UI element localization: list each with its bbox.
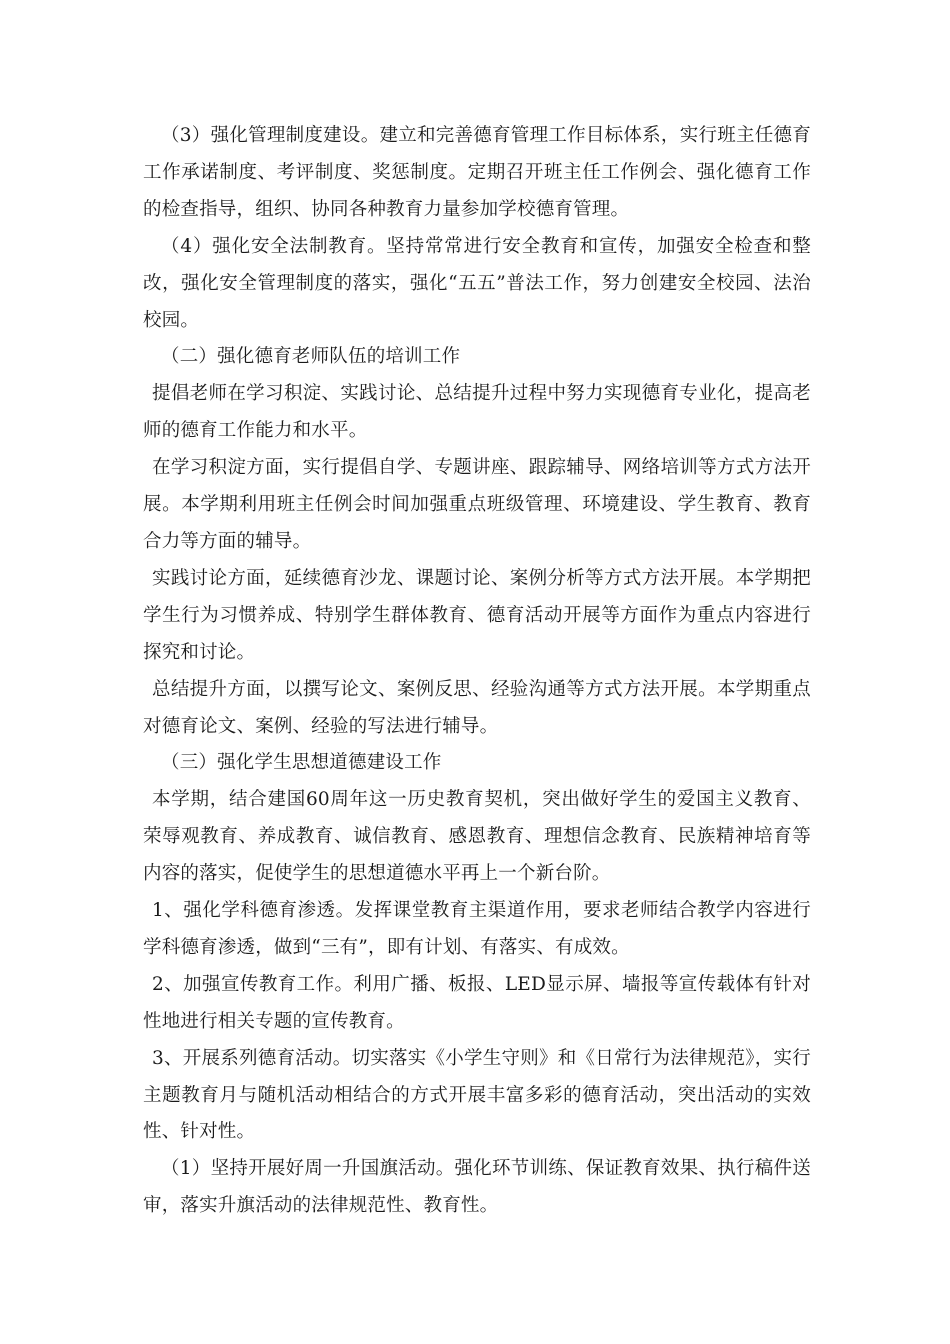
document-body	[143, 118, 811, 1225]
paragraph-semester-overview: 本学期，结合建国60周年这一历史教育契机，突出做好学生的爱国主义教育、荣辱观教育、养成教育、诚信教育、感恩教育、理想信念教育、民族精神培育等内容的落实，促使学生的思想道德水平再上一个新台阶。	[143, 789, 811, 885]
paragraph-flag-raising: （1）坚持开展好周一升国旗活动。强化环节训练、保证教育效果、执行稿件送审，落实升旗活动的法律规范性、教育性。	[143, 1158, 811, 1217]
paragraph-management-system: （3）强化管理制度建设。建立和完善德育管理工作目标体系，实行班主任德育工作承诺制度、考评制度、奖惩制度。定期召开班主任工作例会、强化德育工作的检查指导，组织、协同各种教育力量参加学校德育管理。	[143, 125, 811, 220]
section-heading-student-morality: （三）强化学生思想道德建设工作	[161, 752, 442, 774]
paragraph-subject-moral-education: 1、强化学科德育渗透。发挥课堂教育主渠道作用，要求老师结合教学内容进行学科德育渗透，做到“三有”，即有计划、有落实、有成效。	[143, 900, 811, 958]
paragraph-teacher-professionalization: 提倡老师在学习积淀、实践讨论、总结提升过程中努力实现德育专业化，提高老师的德育工作能力和水平。	[143, 383, 811, 442]
section-heading-teacher-training: （二）强化德育老师队伍的培训工作	[161, 346, 461, 368]
paragraph-publicity-education: 2、加强宣传教育工作。利用广播、板报、LED显示屏、墙报等宣传载体有针对性地进行相关专题的宣传教育。	[143, 973, 811, 1032]
paragraph-summary-improvement: 总结提升方面，以撰写论文、案例反思、经验沟通等方式方法开展。本学期重点对德育论文、案例、经验的写法进行辅导。	[143, 678, 811, 737]
paragraph-practice-discussion: 实践讨论方面，延续德育沙龙、课题讨论、案例分析等方式方法开展。本学期把学生行为习惯养成、特别学生群体教育、德育活动开展等方面作为重点内容进行探究和讨论。	[143, 567, 811, 663]
paragraph-safety-law-education: （4）强化安全法制教育。坚持常常进行安全教育和宣传，加强安全检查和整改，强化安全管理制度的落实，强化“五五”普法工作，努力创建安全校园、法治校园。	[143, 235, 811, 331]
paragraph-moral-activities: 3、开展系列德育活动。切实落实《小学生守则》和《日常行为法律规范》，实行主题教育月与随机活动相结合的方式开展丰富多彩的德育活动，突出活动的实效性、针对性。	[143, 1047, 811, 1143]
paragraph-learning-accumulation: 在学习积淀方面，实行提倡自学、专题讲座、跟踪辅导、网络培训等方式方法开展。本学期利用班主任例会时间加强重点班级管理、环境建设、学生教育、教育合力等方面的辅导。	[143, 457, 811, 552]
